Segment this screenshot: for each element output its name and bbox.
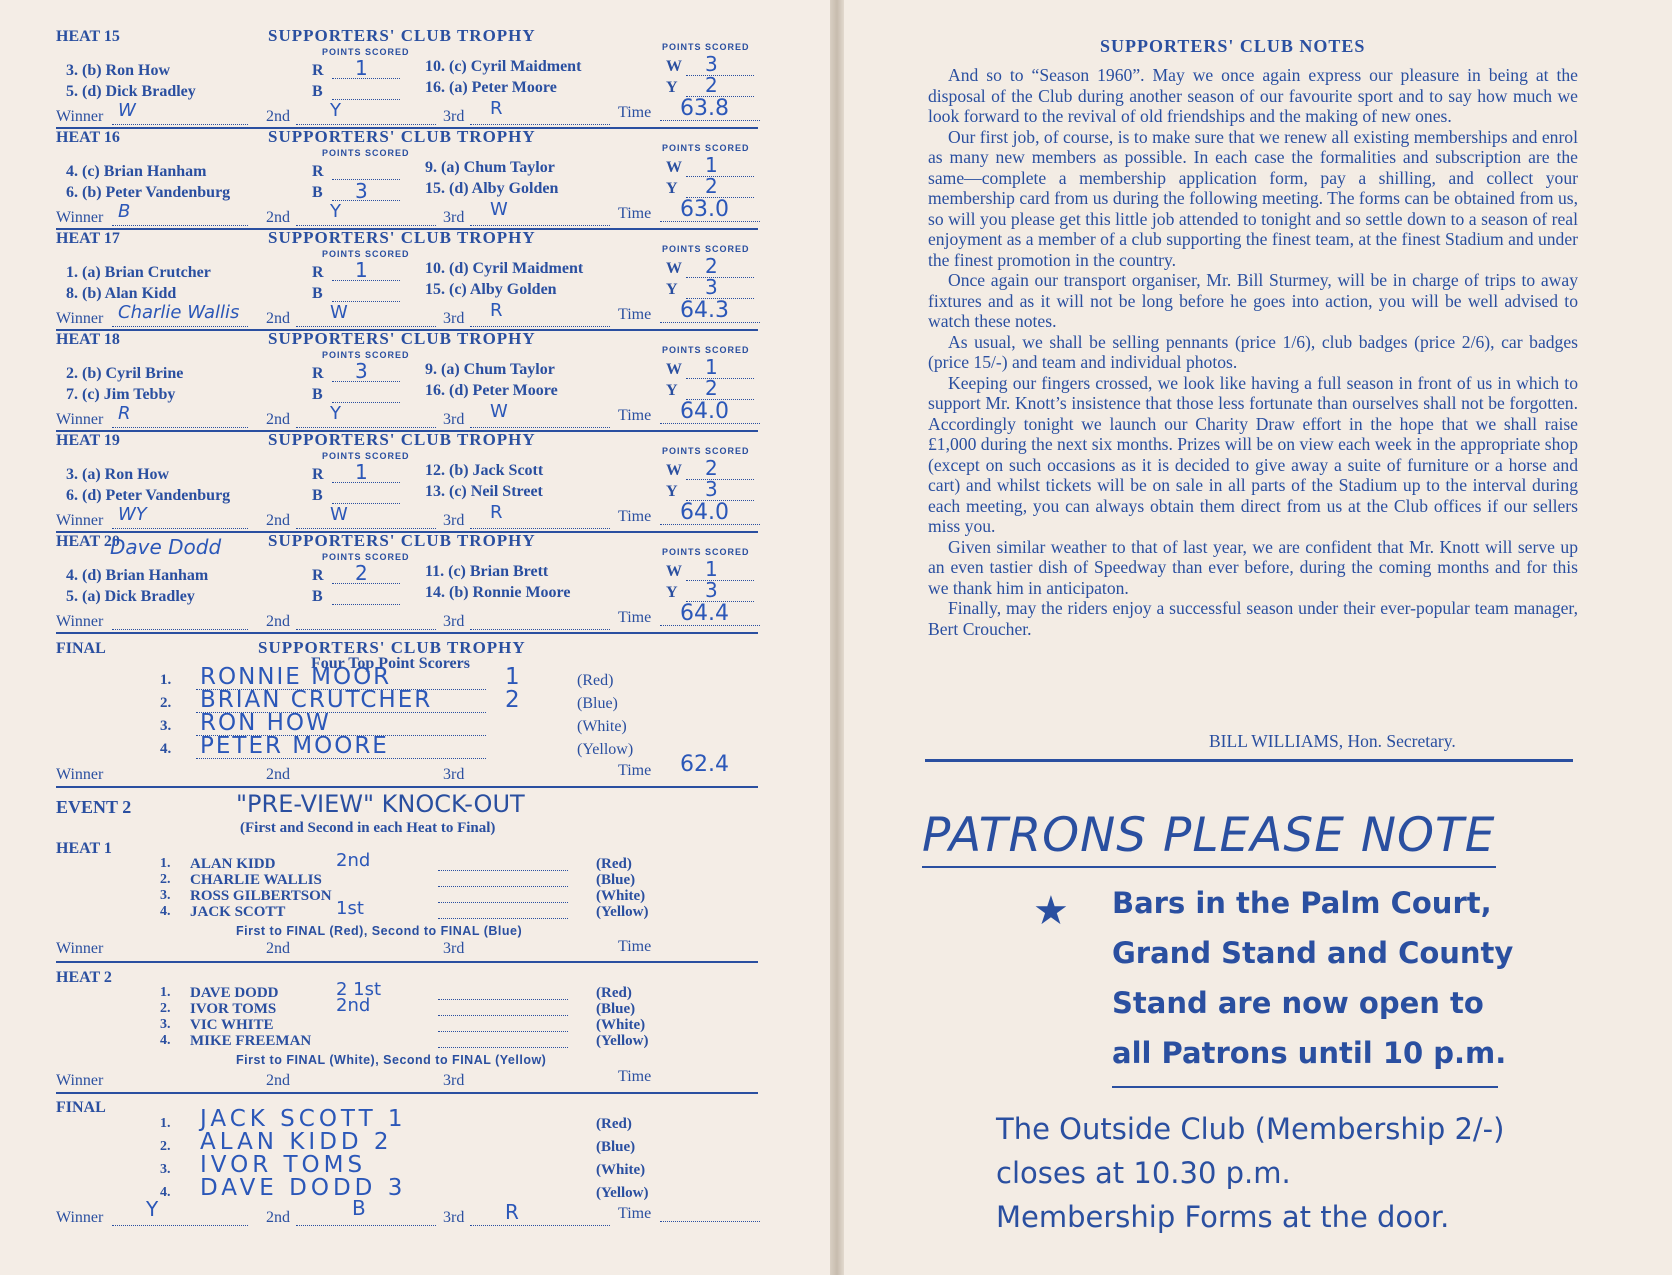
hand-points: 1 [705,557,718,581]
rider-row: 9. (a) Chum Taylor [425,159,555,176]
bars-line: all Patrons until 10 p.m. [1112,1036,1507,1070]
final-row-num: 3. [160,718,172,734]
third-label: 3rd [443,1072,465,1089]
notes-body [928,65,1578,639]
third-label: 3rd [443,1209,465,1226]
hand-points: 2 [705,376,718,400]
hand-winner: Y [146,1197,159,1221]
hand-third: R [490,98,503,119]
final-row-pos: 2 [505,687,520,713]
winner-label: Winner [56,108,104,125]
trophy-title: SUPPORTERS' CLUB TROPHY [268,26,536,45]
time-line [660,1221,760,1222]
third-label: 3rd [443,613,465,630]
ko-row-num: 2. [160,1001,171,1016]
rider-row: 14. (b) Ronnie Moore [425,584,571,601]
hand-points: 3 [355,179,368,203]
ko-row-num: 1. [160,985,171,1000]
rider-row: 4. (d) Brian Hanham [66,567,209,584]
trophy-title: SUPPORTERS' CLUB TROPHY [268,329,536,348]
hand-points: 1 [705,355,718,379]
third-line [470,528,610,529]
final-row-num: 1. [160,672,172,688]
hand-points: 3 [705,477,718,501]
ko-final-name: ALAN KIDD 2 [200,1129,393,1155]
ko-final-color: (Blue) [596,1139,636,1155]
patrons-title: PATRONS PLEASE NOTE [922,808,1496,863]
winner-label: Winner [56,613,104,630]
ko-row-color: (White) [596,1017,646,1033]
winner-line [112,326,248,327]
second-label: 2nd [266,512,290,529]
ko-dots [438,1015,568,1016]
notes-paragraph: As usual, we shall be selling pennants (price 1/6), club badges (price 2/6), car badges (price 15/-) and team and individual photos. [928,331,1578,372]
final-rule [56,786,758,788]
heat-label: HEAT 17 [56,230,120,247]
notes-paragraph: And so to “Season 1960”. May we once again express our pleasure in being at the disposal of the Club during another season of our favourite sport and to say how much we look forward to the revival of old friendships and the making of new ones. [928,65,1578,126]
ko-row-mark: 2 1st [336,979,382,1000]
second-label: 2nd [266,613,290,630]
rider-row: 10. (c) Cyril Maidment [425,58,582,75]
color-y: Y [666,382,678,399]
final-label: FINAL [56,640,106,657]
ko-dots [438,999,568,1000]
points-scored-label: POINTS SCORED [322,47,410,57]
ko-final-name: DAVE DODD 3 [200,1175,407,1201]
points-line [686,75,754,76]
ko-dots [438,886,568,887]
heat1-label: HEAT 1 [56,840,112,857]
rider-row: 15. (c) Alby Golden [425,281,557,298]
rider-row: 2. (b) Cyril Brine [66,365,184,382]
winner-label: Winner [56,1209,104,1226]
time-label: Time [618,762,652,779]
time-label: Time [618,1205,652,1222]
hand-time: 63.8 [680,96,729,121]
notes-paragraph: Keeping our fingers crossed, we look like having a full season in front of us in which to support Mr. Knott’s insistence that those less fortunate than ourselves shall not be forgotten. Accordingly tonight we launch our Charity Draw effort in the hope that we shall raise £1,000 during the next six months. Prizes will be on view each week in the appropriate shop (except on such occasions as it is decided to give away a suite of furniture or a horse and cart) and whilst tickets will be on sale in all parts of the Stadium up to the interval during each meeting, you can always obtain them direct from us at the Club offices if our sellers miss you. [928,372,1578,536]
color-w: W [666,462,682,479]
winner-label: Winner [56,512,104,529]
rider-row: 3. (b) Ron How [66,62,171,79]
rider-row: 13. (c) Neil Street [425,483,543,500]
rider-row: 4. (c) Brian Hanham [66,163,207,180]
third-label: 3rd [443,512,465,529]
ko-dots [438,1047,568,1048]
outside-line: Membership Forms at the door. [996,1200,1450,1234]
final-row-name: RON HOW [200,710,331,736]
rider-row: 12. (b) Jack Scott [425,462,544,479]
hand-winner: R [118,403,131,424]
color-w: W [666,260,682,277]
ko-final-name: IVOR TOMS [200,1152,367,1178]
third-line [470,326,610,327]
winner-line [112,1225,248,1226]
time-label: Time [618,104,652,121]
ko-row-mark: 2nd [336,995,371,1016]
trophy-title: SUPPORTERS' CLUB TROPHY [268,127,536,146]
hand-time: 64.3 [680,298,729,323]
hand-second: Y [330,403,341,424]
hand-time: 63.0 [680,197,729,222]
winner-line [112,124,248,125]
winner-label: Winner [56,766,104,783]
ko-final-num: 4. [160,1185,171,1200]
points-scored-label: POINTS SCORED [322,451,410,461]
ko-final-color: (Yellow) [596,1185,649,1201]
second-line [296,124,436,125]
rider-row: 3. (a) Ron How [66,466,170,483]
heat-label: HEAT 16 [56,129,120,146]
points-scored-label: POINTS SCORED [662,446,750,456]
hand-points: 2 [705,456,718,480]
rider-row: 6. (d) Peter Vandenburg [66,487,231,504]
ko-row-name: IVOR TOMS [190,1001,277,1017]
outside-line: The Outside Club (Membership 2/-) [996,1112,1505,1146]
hand-points: 1 [705,153,718,177]
third-label: 3rd [443,108,465,125]
heat-label: HEAT 18 [56,331,120,348]
points-line [686,277,754,278]
hand-winner: B [118,201,131,222]
points-line [686,176,754,177]
final-row-num: 4. [160,741,172,757]
ko-row-color: (Blue) [596,872,636,888]
hand-points: 2 [355,561,368,585]
ko-final-color: (White) [596,1162,646,1178]
time-label: Time [618,1068,652,1085]
second-label: 2nd [266,1072,290,1089]
hand-points: 2 [705,254,718,278]
second-label: 2nd [266,411,290,428]
hand-note: Dave Dodd [110,535,222,559]
color-r: R [312,567,324,584]
third-label: 3rd [443,766,465,783]
notes-rule [925,759,1573,762]
trophy-title: SUPPORTERS' CLUB TROPHY [268,228,536,247]
hand-third: W [490,401,508,422]
rider-row: 1. (a) Brian Crutcher [66,264,211,281]
third-line [470,427,610,428]
third-line [470,1225,610,1226]
points-scored-label: POINTS SCORED [662,345,750,355]
notes-paragraph: Once again our transport organiser, Mr. Bill Sturmey, will be in charge of trips to away fixtures and as it will not be long before he goes into action, you will be well advised to watch these notes. [928,270,1578,331]
final-row-num: 2. [160,695,172,711]
third-line [470,629,610,630]
heat-label: HEAT 19 [56,432,120,449]
notes-paragraph: Finally, may the riders enjoy a successful season under their ever-popular team manager, Bert Croucher. [928,598,1578,639]
second-label: 2nd [266,108,290,125]
points-line [332,402,400,403]
hand-points: 3 [705,275,718,299]
hand-points: 1 [355,56,368,80]
rider-row: 6. (b) Peter Vandenburg [66,184,231,201]
color-y: Y [666,281,678,298]
final-row-color: (Red) [577,672,614,689]
hand-winner: WY [118,504,147,525]
final-row-name: RONNIE MOOR [200,664,392,690]
time-label: Time [618,306,652,323]
winner-line [112,528,248,529]
ko-dots [438,918,568,919]
ko-row-color: (Blue) [596,1001,636,1017]
points-line [686,580,754,581]
final-row-line [196,758,486,759]
second-line [296,326,436,327]
final-row-name: BRIAN CRUTCHER [200,687,433,713]
points-scored-label: POINTS SCORED [662,244,750,254]
points-line [686,378,754,379]
bars-line: Grand Stand and County [1112,936,1514,970]
winner-label: Winner [56,411,104,428]
color-b: B [312,487,323,504]
heat-rule [56,632,758,634]
winner-line [112,225,248,226]
color-w: W [666,159,682,176]
second-line [296,528,436,529]
spine [830,0,844,1275]
winner-label: Winner [56,310,104,327]
third-label: 3rd [443,940,465,957]
points-line [332,604,400,605]
ko-note: First to FINAL (Red), Second to FINAL (Blue) [236,924,523,938]
ko-final-num: 2. [160,1139,171,1154]
final-row-color: (Yellow) [577,741,634,758]
rider-row: 15. (d) Alby Golden [425,180,559,197]
hand-points: 1 [355,460,368,484]
second-label: 2nd [266,310,290,327]
ko-final-label: FINAL [56,1099,106,1116]
color-r: R [312,365,324,382]
hand-time: 64.0 [680,500,729,525]
rider-row: 8. (b) Alan Kidd [66,285,177,302]
heat-label: HEAT 20 [56,533,120,550]
ko-row-color: (White) [596,888,646,904]
hand-third: R [490,502,503,523]
ko-row-name: CHARLIE WALLIS [190,872,322,888]
hand-points: 3 [705,52,718,76]
color-w: W [666,58,682,75]
hand-second: W [330,302,348,323]
winner-label: Winner [56,1072,104,1089]
ko-dots [438,870,568,871]
ko-row-color: (Red) [596,985,632,1001]
color-r: R [312,466,324,483]
color-r: R [312,264,324,281]
hand-third: R [505,1200,519,1224]
final-trophy: SUPPORTERS' CLUB TROPHY [258,638,526,657]
time-label: Time [618,205,652,222]
hand-second: B [352,1196,366,1220]
hand-time: 64.0 [680,399,729,424]
heat-label: HEAT 15 [56,28,120,45]
ko-row-num: 4. [160,1033,171,1048]
color-y: Y [666,79,678,96]
final-sub: Four Top Point Scorers [311,655,470,672]
second-line [296,629,436,630]
ko-final-name: JACK SCOTT 1 [200,1106,407,1132]
color-y: Y [666,483,678,500]
rider-row: 7. (c) Jim Tebby [66,386,176,403]
color-b: B [312,83,323,100]
rider-row: 9. (a) Chum Taylor [425,361,555,378]
points-scored-label: POINTS SCORED [322,249,410,259]
third-label: 3rd [443,310,465,327]
ko-row-name: JACK SCOTT [190,904,286,920]
color-r: R [312,163,324,180]
final-row-color: (Blue) [577,695,618,712]
hand-points: 1 [355,258,368,282]
outside-line: closes at 10.30 p.m. [996,1156,1291,1190]
final-row-pos: 1 [505,664,520,690]
hand-time: 64.4 [680,601,729,626]
third-line [470,225,610,226]
ko-row-color: (Yellow) [596,904,649,920]
hand-points: 2 [705,174,718,198]
ko-row-num: 2. [160,872,171,887]
second-line [296,427,436,428]
ko-final-color: (Red) [596,1116,632,1132]
signature: BILL WILLIAMS, Hon. Secretary. [1209,731,1456,751]
event2-sub: (First and Second in each Heat to Final) [240,820,496,836]
hand-winner: Charlie Wallis [118,302,240,323]
points-scored-label: POINTS SCORED [322,552,410,562]
second-label: 2nd [266,1209,290,1226]
hand-winner: W [118,100,136,121]
winner-line [112,427,248,428]
ko-row-name: VIC WHITE [190,1017,274,1033]
second-line [296,225,436,226]
points-line [686,479,754,480]
third-label: 3rd [443,209,465,226]
final-row-name: PETER MOORE [200,733,389,759]
ko-row-num: 3. [160,888,171,903]
ko-row-color: (Yellow) [596,1033,649,1049]
hand-third: R [490,300,503,321]
ko-dots [438,902,568,903]
event2-label: EVENT 2 [56,797,132,817]
points-scored-label: POINTS SCORED [662,547,750,557]
ko-row-name: ROSS GILBERTSON [190,888,332,904]
hand-second: Y [330,201,341,222]
notes-title: SUPPORTERS' CLUB NOTES [1100,36,1366,56]
ko-row-num: 4. [160,904,171,919]
third-label: 3rd [443,411,465,428]
ko-row-name: DAVE DODD [190,985,279,1001]
second-line [296,1225,436,1226]
ko-row-color: (Red) [596,856,632,872]
ko-final-num: 1. [160,1116,171,1131]
points-scored-label: POINTS SCORED [662,143,750,153]
color-w: W [666,361,682,378]
second-label: 2nd [266,940,290,957]
ko-row-name: ALAN KIDD [190,856,276,872]
hand-third: W [490,199,508,220]
ko-final-num: 3. [160,1162,171,1177]
ko-note: First to FINAL (White), Second to FINAL (Yellow) [236,1053,547,1067]
hand-time: 62.4 [680,752,729,777]
ko-row-num: 3. [160,1017,171,1032]
patrons-rule [922,866,1496,868]
event2-title: "PRE-VIEW" KNOCK-OUT [236,790,525,818]
rider-row: 16. (a) Peter Moore [425,79,557,96]
ko-row-mark: 1st [336,898,364,919]
rider-row: 10. (d) Cyril Maidment [425,260,584,277]
second-label: 2nd [266,766,290,783]
points-line [332,99,400,100]
color-r: R [312,62,324,79]
color-b: B [312,184,323,201]
color-b: B [312,386,323,403]
trophy-title: SUPPORTERS' CLUB TROPHY [268,531,536,550]
rider-row: 16. (d) Peter Moore [425,382,558,399]
hand-points: 2 [705,73,718,97]
notes-paragraph: Given similar weather to that of last year, we are confident that Mr. Knott will serve up an even tastier dish of Speedway than ever before, during the coming months and for this we thank him in anticipaton. [928,536,1578,598]
heat1-rule [56,961,758,963]
ko-row-mark: 2nd [336,850,371,871]
bars-line: Stand are now open to [1112,986,1484,1020]
hand-second: W [330,504,348,525]
winner-label: Winner [56,209,104,226]
ko-row-name: MIKE FREEMAN [190,1033,312,1049]
winner-line [112,629,248,630]
second-label: 2nd [266,209,290,226]
hand-points: 3 [355,359,368,383]
star-icon: ★ [1033,888,1069,933]
winner-label: Winner [56,940,104,957]
color-b: B [312,285,323,302]
rider-row: 5. (a) Dick Bradley [66,588,195,605]
ko-dots [438,1031,568,1032]
time-label: Time [618,609,652,626]
time-label: Time [618,407,652,424]
notes-paragraph: Our first job, of course, is to make sure that we renew all existing memberships and enrol as many new members as possible. In each case the formalities and subscription are the same—complete a membership application form, pay a shilling, and collect your membership card from us during the following meeting. The forms can be obtained from us, so will you please get this little job attended to tonight and so settle down to a season of real enjoyment as a member of a club supporting the finest team, at the finest Stadium and under the finest promotion in the country. [928,126,1578,270]
ko-row-num: 1. [160,856,171,871]
bars-rule [1112,1086,1498,1088]
color-b: B [312,588,323,605]
hand-points: 3 [705,578,718,602]
final-row-color: (White) [577,718,627,735]
points-scored-label: POINTS SCORED [662,42,750,52]
heat2-rule [56,1092,758,1094]
time-label: Time [618,508,652,525]
rider-row: 11. (c) Brian Brett [425,563,549,580]
trophy-title: SUPPORTERS' CLUB TROPHY [268,430,536,449]
rider-row: 5. (d) Dick Bradley [66,83,196,100]
bars-line: Bars in the Palm Court, [1112,886,1492,920]
color-w: W [666,563,682,580]
color-y: Y [666,180,678,197]
points-scored-label: POINTS SCORED [322,350,410,360]
points-scored-label: POINTS SCORED [322,148,410,158]
time-label: Time [618,938,652,955]
color-y: Y [666,584,678,601]
hand-second: Y [330,100,341,121]
heat2-label: HEAT 2 [56,969,112,986]
third-line [470,124,610,125]
